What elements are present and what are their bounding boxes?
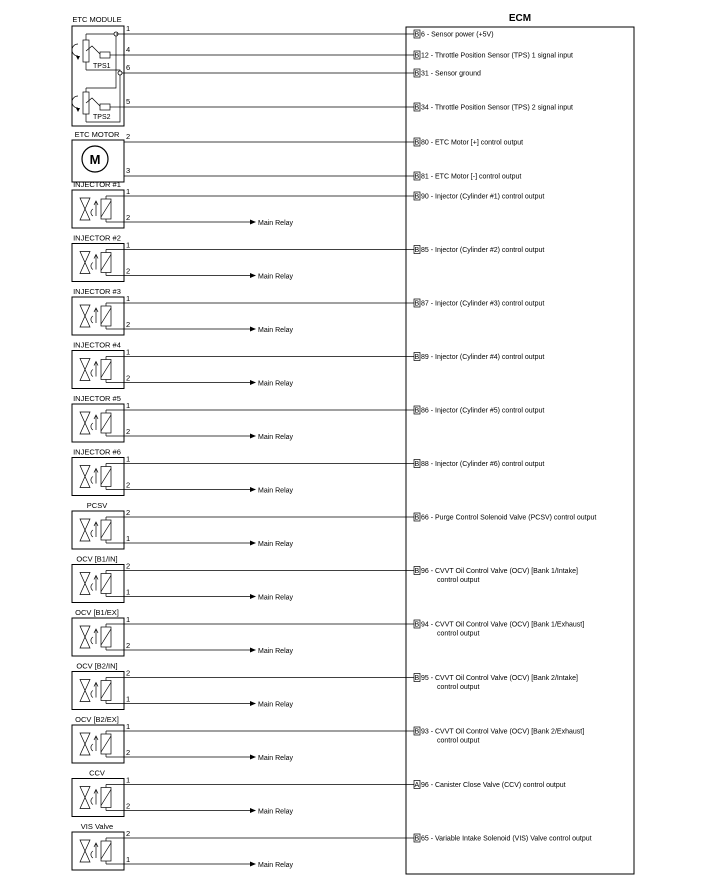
svg-text:B: B: [414, 31, 420, 39]
ecm-terminal: [414, 781, 420, 790]
main-relay-label: Main Relay: [258, 487, 294, 495]
component-pin: 2: [126, 801, 131, 811]
component-pin: 2: [126, 641, 131, 650]
ecm-terminal: [414, 246, 420, 255]
component-title: VIS Valve: [80, 822, 114, 831]
component-pin: 1: [126, 401, 131, 410]
arrow-right-icon: [250, 594, 256, 599]
ecm-terminal: [414, 674, 420, 683]
svg-text:B: B: [414, 52, 420, 60]
ecm-pin-desc: 81 - ETC Motor [-] control output: [421, 173, 522, 181]
component-pin: 1: [126, 454, 131, 464]
main-relay-label: Main Relay: [258, 701, 294, 709]
ecm-pin-desc-cont: control output: [437, 577, 480, 584]
main-relay-label: Main Relay: [258, 380, 294, 388]
ecm-box: [406, 27, 634, 874]
svg-text:B: B: [414, 300, 420, 308]
ecm-terminal: [414, 727, 420, 736]
ecm-terminal: [414, 30, 420, 39]
ecm-terminal: [414, 567, 420, 576]
etc-module: [72, 15, 124, 126]
ecm-terminal: [414, 513, 420, 522]
etc-pin: 3: [126, 166, 131, 175]
svg-text:B: B: [414, 193, 420, 201]
component-pin: 2: [126, 668, 131, 678]
ecm-pin-desc: 90 - Injector (Cylinder #1) control output: [421, 193, 545, 201]
main-relay-label: Main Relay: [258, 541, 294, 548]
ecm-terminal: [414, 138, 420, 147]
component-pin: 2: [126, 508, 131, 517]
svg-text:B: B: [414, 104, 420, 112]
arrow-right-icon: [250, 701, 256, 706]
component-title: INJECTOR #1: [73, 180, 121, 189]
arrow-right-icon: [250, 648, 256, 653]
component-pin: 1: [126, 722, 131, 731]
ecm-terminal: [414, 51, 420, 60]
arrow-right-icon: [250, 755, 256, 760]
ecm-pin-desc: 87 - Injector (Cylinder #3) control output: [421, 300, 545, 308]
ecm-terminal: [414, 406, 420, 415]
ecm-pin-desc: 89 - Injector (Cylinder #4) control output: [421, 354, 545, 361]
ecm-pin-desc: 6 - Sensor power (+5V): [421, 31, 494, 39]
main-relay-label: Main Relay: [258, 648, 294, 655]
arrow-right-icon: [250, 380, 256, 385]
ecm-terminal: [414, 834, 420, 843]
ecm-pin-desc: 34 - Throttle Position Sensor (TPS) 2 signal input: [421, 104, 574, 112]
svg-text:B: B: [414, 514, 420, 522]
arrow-right-icon: [250, 808, 256, 813]
component-title: PCSV: [86, 501, 108, 510]
ecm-pin-desc: 31 - Sensor ground: [421, 70, 481, 78]
component-pin: 1: [126, 347, 131, 357]
ecm-terminal: [414, 103, 420, 112]
arrow-right-icon: [250, 273, 256, 278]
ecm-terminal: [414, 353, 420, 362]
component-title: CCV: [89, 768, 105, 778]
ecm-terminal: [414, 172, 420, 181]
arrow-right-icon: [250, 541, 256, 546]
svg-text:B: B: [414, 407, 420, 415]
etc-module-title: ETC MODULE: [72, 15, 122, 24]
etc-pin: 5: [126, 97, 131, 106]
component-pin: 1: [126, 294, 131, 303]
ecm-pin-desc-cont: control output: [437, 684, 480, 691]
component-pin: 1: [126, 615, 131, 624]
etc-wires: [116, 34, 414, 176]
arrow-right-icon: [250, 220, 256, 225]
main-relay-label: Main Relay: [258, 327, 294, 334]
svg-text:A: A: [414, 782, 420, 789]
ecm-pin-desc: 66 - Purge Control Solenoid Valve (PCSV) control output: [421, 514, 597, 522]
ecm-pin-desc-cont: control output: [437, 630, 480, 638]
ecm-title: ECM: [508, 13, 532, 24]
main-relay-label: Main Relay: [258, 220, 294, 227]
main-relay-label: Main Relay: [258, 594, 294, 602]
component-title: INJECTOR #5: [73, 394, 121, 403]
svg-text:B: B: [414, 835, 420, 843]
component-title: OCV [B1/IN]: [76, 554, 118, 564]
etc-pin: 1: [126, 24, 131, 33]
ecm-terminal: [414, 460, 420, 469]
main-relay-label: Main Relay: [258, 808, 294, 816]
component-pin: 2: [126, 213, 131, 222]
component-pin: 2: [126, 829, 131, 838]
component-title: OCV [B2/IN]: [76, 661, 118, 671]
ecm-pin-desc: 96 - CVVT Oil Control Valve (OCV) [Bank 1/Intake]: [421, 568, 578, 575]
arrow-right-icon: [250, 327, 256, 332]
ecm-pin-desc: 85 - Injector (Cylinder #2) control output: [421, 247, 545, 254]
tps1-label: TPS1: [93, 63, 111, 70]
motor-symbol: M: [89, 152, 101, 167]
ecm-pin-desc: 94 - CVVT Oil Control Valve (OCV) [Bank 1/Exhaust]: [421, 621, 585, 629]
component-pin: 1: [126, 587, 131, 597]
component-pin: 1: [126, 855, 131, 864]
component-pin: 2: [126, 561, 131, 571]
etc-motor-title: ETC MOTOR: [74, 130, 120, 139]
ecm-terminal: [414, 192, 420, 201]
ecm-pin-desc: 95 - CVVT Oil Control Valve (OCV) [Bank 2/Intake]: [421, 675, 578, 682]
component-pin: 2: [126, 427, 131, 436]
ecm-pin-desc: 12 - Throttle Position Sensor (TPS) 1 signal input: [421, 52, 574, 60]
svg-text:B: B: [414, 173, 420, 181]
component-title: OCV [B1/EX]: [75, 608, 119, 617]
component-pin: 1: [126, 240, 131, 250]
ecm-pin-desc: 86 - Injector (Cylinder #5) control output: [421, 407, 545, 415]
svg-text:B: B: [414, 247, 420, 254]
component-pin: 1: [126, 187, 131, 196]
component-title: INJECTOR #4: [73, 340, 121, 350]
ecm-terminal: [414, 299, 420, 308]
svg-text:B: B: [414, 354, 420, 361]
ecm-terminal: [414, 69, 420, 78]
ecm-pin-desc-cont: control output: [437, 737, 480, 745]
etc-motor: [72, 130, 124, 182]
etc-pin: 6: [126, 63, 131, 72]
svg-text:B: B: [414, 675, 420, 682]
svg-text:B: B: [414, 728, 420, 736]
ecm-pin-desc: 93 - CVVT Oil Control Valve (OCV) [Bank 2/Exhaust]: [421, 728, 585, 736]
svg-text:B: B: [414, 568, 420, 575]
main-relay-label: Main Relay: [258, 862, 294, 869]
component-title: INJECTOR #6: [73, 447, 121, 457]
etc-pin: 4: [126, 45, 131, 54]
component-pin: 2: [126, 373, 131, 383]
main-relay-label: Main Relay: [258, 273, 294, 281]
component-pin: 1: [126, 775, 131, 785]
etc-pin: 2: [126, 132, 131, 141]
svg-text:B: B: [414, 461, 420, 468]
component-pin: 2: [126, 266, 131, 276]
ecm-terminal: [414, 620, 420, 629]
component-pin: 2: [126, 748, 131, 757]
component-pin: 2: [126, 480, 131, 490]
arrow-right-icon: [250, 862, 256, 867]
component-title: OCV [B2/EX]: [75, 715, 119, 724]
arrow-right-icon: [250, 434, 256, 439]
component-title: INJECTOR #3: [73, 287, 121, 296]
main-relay-label: Main Relay: [258, 755, 294, 762]
svg-text:B: B: [414, 621, 420, 629]
arrow-right-icon: [250, 487, 256, 492]
ecm-pin-desc: 80 - ETC Motor [+] control output: [421, 139, 524, 147]
tps2-label: TPS2: [93, 114, 111, 121]
ecm-pin-desc: 96 - Canister Close Valve (CCV) control output: [421, 782, 566, 789]
component-pin: 1: [126, 694, 131, 704]
svg-text:B: B: [414, 139, 420, 147]
main-relay-label: Main Relay: [258, 434, 294, 441]
ecm-pin-desc: 65 - Variable Intake Solenoid (VIS) Valve control output: [421, 835, 592, 843]
component-pin: 1: [126, 534, 131, 543]
svg-text:B: B: [414, 70, 420, 78]
component-title: INJECTOR #2: [73, 233, 121, 243]
ecm-pin-desc: 88 - Injector (Cylinder #6) control output: [421, 461, 545, 468]
component-pin: 2: [126, 320, 131, 329]
